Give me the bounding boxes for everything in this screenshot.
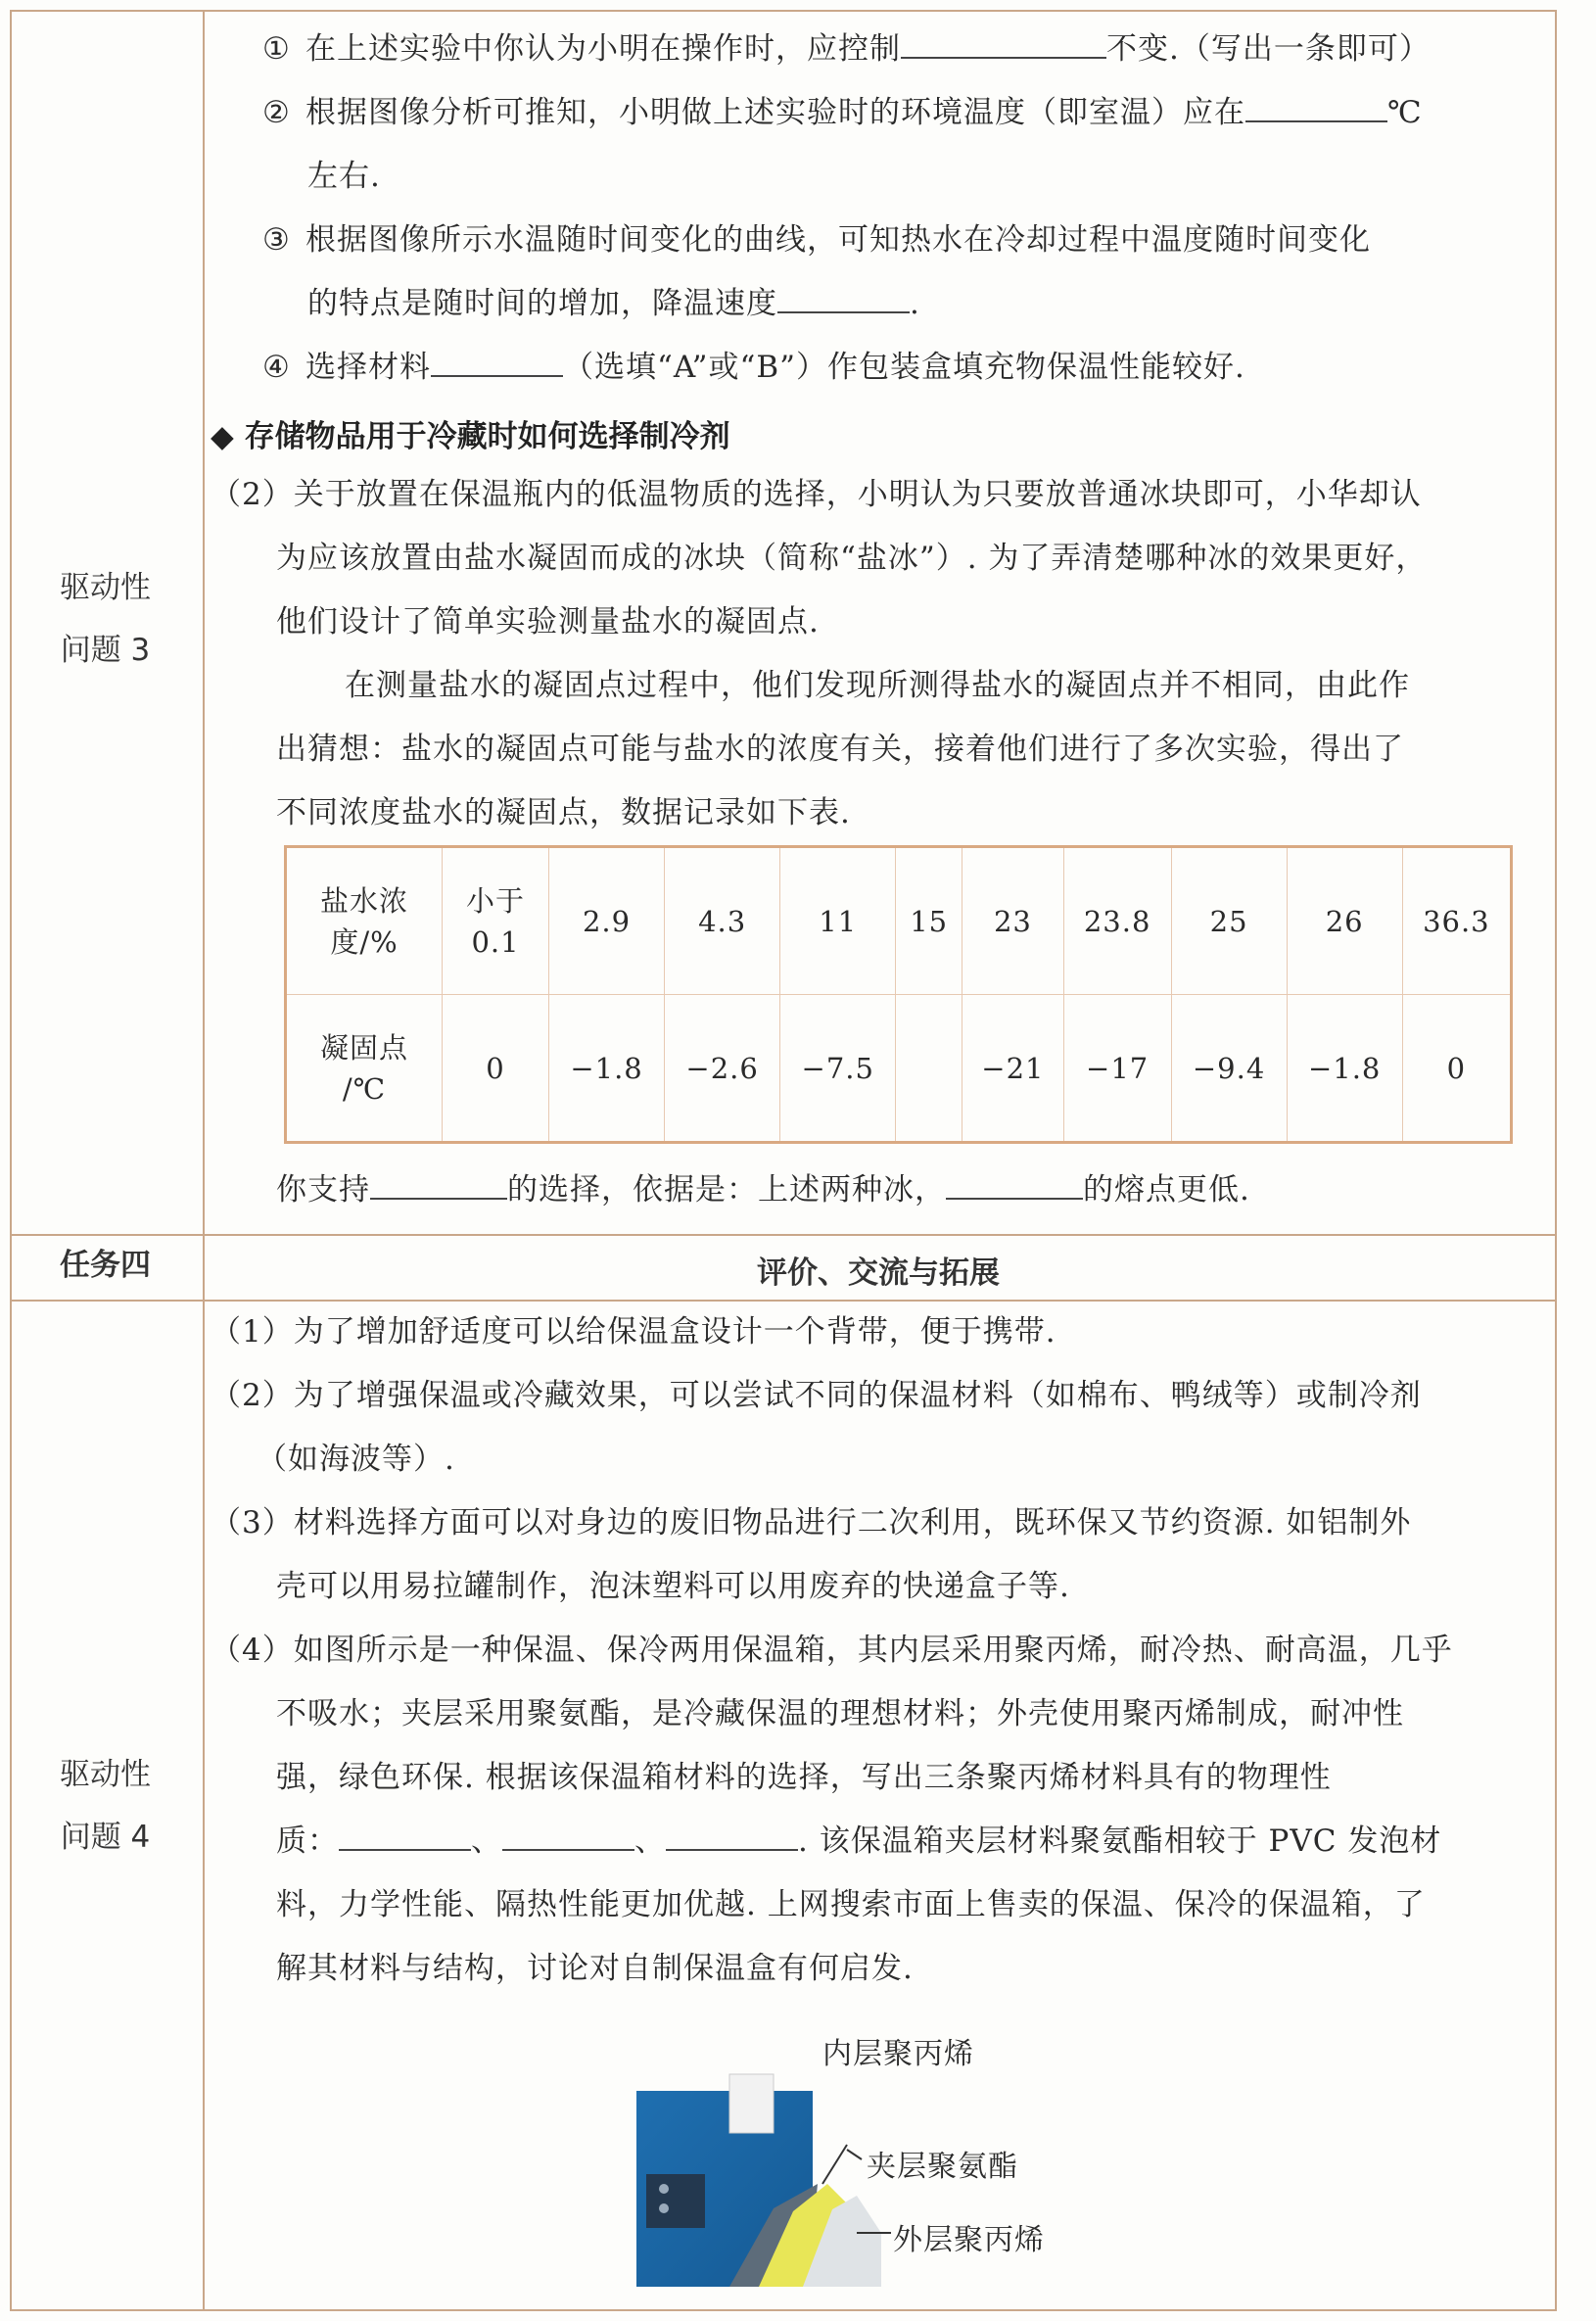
- cell-text: 度/%: [330, 924, 399, 959]
- list-item: （4）如图所示是一种保温、保冷两用保温箱，其内层采用聚丙烯，耐冷热、耐高温，几乎: [211, 1633, 1453, 1668]
- list-item: （2）为了增强保温或冷藏效果，可以尝试不同的保温材料（如棉布、鸭绒等）或制冷剂: [211, 1378, 1422, 1413]
- table-cell: −9.4: [1171, 995, 1287, 1143]
- item-text: 在上述实验中你认为小明在操作时，应控制: [305, 31, 901, 67]
- row-label: 驱动性: [60, 570, 151, 605]
- answer-blank[interactable]: [339, 1822, 471, 1851]
- leader-line: [847, 2150, 862, 2159]
- paragraph-line: 为应该放置由盐水凝固而成的冰块（简称“盐冰”）. 为了弄清楚哪种冰的效果更好，: [276, 541, 1428, 576]
- item-text: 质：: [276, 1824, 339, 1859]
- button-icon: [659, 2203, 669, 2213]
- table-cell: −1.8: [549, 995, 665, 1143]
- control-panel: [646, 2174, 705, 2228]
- box-handle: [729, 2074, 774, 2133]
- table-header-cell: [286, 995, 443, 1143]
- table-cell: −7.5: [780, 995, 896, 1143]
- list-item-cont: 强，绿色环保. 根据该保温箱材料的选择，写出三条聚丙烯材料具有的物理性: [276, 1760, 1332, 1795]
- item-number: ③: [262, 222, 291, 258]
- table-cell: −1.8: [1287, 995, 1402, 1143]
- row-label: 问题 3: [60, 633, 151, 668]
- table-cell: 26: [1287, 847, 1402, 995]
- answer-blank[interactable]: [777, 284, 910, 313]
- table-cell: 23: [962, 847, 1064, 995]
- item-text: 的特点是随时间的增加，降温速度: [307, 286, 777, 321]
- table-cell: 0: [443, 995, 549, 1143]
- answer-blank[interactable]: [901, 29, 1106, 59]
- item-3: [262, 220, 1371, 260]
- item-number: ②: [262, 95, 291, 130]
- row-label: 驱动性: [60, 1757, 151, 1792]
- table-cell-empty[interactable]: [896, 995, 962, 1143]
- table-cell: 36.3: [1402, 847, 1511, 995]
- table-cell: 25: [1171, 847, 1287, 995]
- list-item-cont: 解其材料与结构，讨论对自制保温盒有何启发.: [276, 1951, 914, 1986]
- item-2: [262, 93, 1423, 132]
- table-cell: 15: [896, 847, 962, 995]
- table-cell: 11: [780, 847, 896, 995]
- list-item: （1）为了增加舒适度可以给保温盒设计一个背带，便于携带.: [211, 1314, 1056, 1350]
- cell-text: 小于: [465, 883, 525, 918]
- answer-blank[interactable]: [666, 1822, 798, 1851]
- list-item-cont: 壳可以用易拉罐制作，泡沫塑料可以用废弃的快递盒子等.: [276, 1569, 1070, 1604]
- item-text: . 该保温箱夹层材料聚氨酯相较于 PVC 发泡材: [798, 1824, 1442, 1859]
- table-cell: −2.6: [665, 995, 780, 1143]
- cell-text: /℃: [342, 1071, 387, 1106]
- item-text: 的选择，依据是：上述两种冰，: [507, 1172, 946, 1208]
- answer-blank[interactable]: [946, 1170, 1083, 1200]
- table-row: [286, 847, 1512, 995]
- list-item: （3）材料选择方面可以对身边的废旧物品进行二次利用，既环保又节约资源. 如铝制外: [211, 1505, 1412, 1540]
- figure-label-middle: 夹层聚氨酯: [867, 2150, 1018, 2184]
- item-3-cont: [307, 284, 920, 323]
- leader-line: [822, 2145, 847, 2184]
- item-text: 根据图像分析可推知，小明做上述实验时的环境温度（即室温）应在: [305, 95, 1245, 130]
- item-2-cont: 左右.: [307, 159, 381, 194]
- row-label: 问题 4: [60, 1820, 151, 1855]
- paragraph-line: 在测量盐水的凝固点过程中，他们发现所测得盐水的凝固点并不相同，由此作: [345, 668, 1410, 703]
- table-cell: 0: [1402, 995, 1511, 1143]
- list-item-cont: （如海波等）.: [257, 1442, 455, 1477]
- item-4: [262, 348, 1245, 387]
- item-text: 选择材料: [305, 350, 431, 385]
- answer-blank[interactable]: [370, 1170, 507, 1200]
- item-number: ①: [262, 31, 291, 67]
- table-header-cell: [286, 847, 443, 995]
- item-text: 根据图像所示水温随时间变化的曲线，可知热水在冷却过程中温度随时间变化: [305, 222, 1371, 258]
- cell-text: 凝固点: [319, 1030, 408, 1065]
- divider-below-task4: [12, 1300, 1555, 1302]
- table-cell: −21: [962, 995, 1064, 1143]
- item-text: 、: [634, 1824, 666, 1859]
- item-text: 不变.（写出一条即可）: [1106, 31, 1431, 67]
- item-1: [262, 29, 1431, 69]
- list-item-cont: [276, 1822, 1441, 1861]
- table-cell: −17: [1063, 995, 1171, 1143]
- cooler-box-figure: [636, 2037, 1146, 2292]
- list-item-cont: 不吸水；夹层采用聚氨酯，是冷藏保温的理想材料；外壳使用聚丙烯制成，耐冲性: [276, 1696, 1404, 1731]
- figure-label-outer: 外层聚丙烯: [893, 2223, 1045, 2257]
- answer-blank[interactable]: [431, 348, 563, 377]
- section-heading: ◆ 存储物品用于冷藏时如何选择制冷剂: [211, 419, 730, 454]
- label-column-divider: [203, 12, 205, 2309]
- item-text: 你支持: [276, 1172, 370, 1208]
- answer-blank[interactable]: [1245, 93, 1387, 122]
- task-title: 评价、交流与拓展: [757, 1255, 1000, 1291]
- table-row: [286, 995, 1512, 1143]
- answer-line: [276, 1170, 1250, 1209]
- figure-label-inner: 内层聚丙烯: [822, 2037, 974, 2071]
- table-cell: 23.8: [1063, 847, 1171, 995]
- task-label: 任务四: [60, 1248, 151, 1283]
- paragraph-line: 出猜想：盐水的凝固点可能与盐水的浓度有关，接着他们进行了多次实验，得出了: [276, 732, 1404, 767]
- salt-water-table: [284, 845, 1513, 1144]
- item-text: .: [910, 286, 920, 321]
- item-text: （选填“A”或“B”）作包装盒填充物保温性能较好.: [563, 350, 1245, 385]
- table-cell: 4.3: [665, 847, 780, 995]
- item-text: 的熔点更低.: [1083, 1172, 1250, 1208]
- item-text: 、: [471, 1824, 502, 1859]
- table-cell: [443, 847, 549, 995]
- item-number: ④: [262, 350, 291, 385]
- unit-text: ℃: [1387, 95, 1423, 130]
- paragraph-line: （2）关于放置在保温瓶内的低温物质的选择，小明认为只要放普通冰块即可，小华却认: [211, 477, 1422, 512]
- button-icon: [659, 2184, 669, 2194]
- list-item-cont: 料，力学性能、隔热性能更加优越. 上网搜索市面上售卖的保温、保冷的保温箱，了: [276, 1887, 1426, 1922]
- divider-above-task4: [12, 1234, 1555, 1236]
- paragraph-line: 他们设计了简单实验测量盐水的凝固点.: [276, 604, 820, 639]
- cell-text: 盐水浓: [319, 883, 408, 918]
- cell-text: 0.1: [471, 924, 520, 959]
- table-cell: 2.9: [549, 847, 665, 995]
- answer-blank[interactable]: [502, 1822, 634, 1851]
- paragraph-line: 不同浓度盐水的凝固点，数据记录如下表.: [276, 795, 851, 830]
